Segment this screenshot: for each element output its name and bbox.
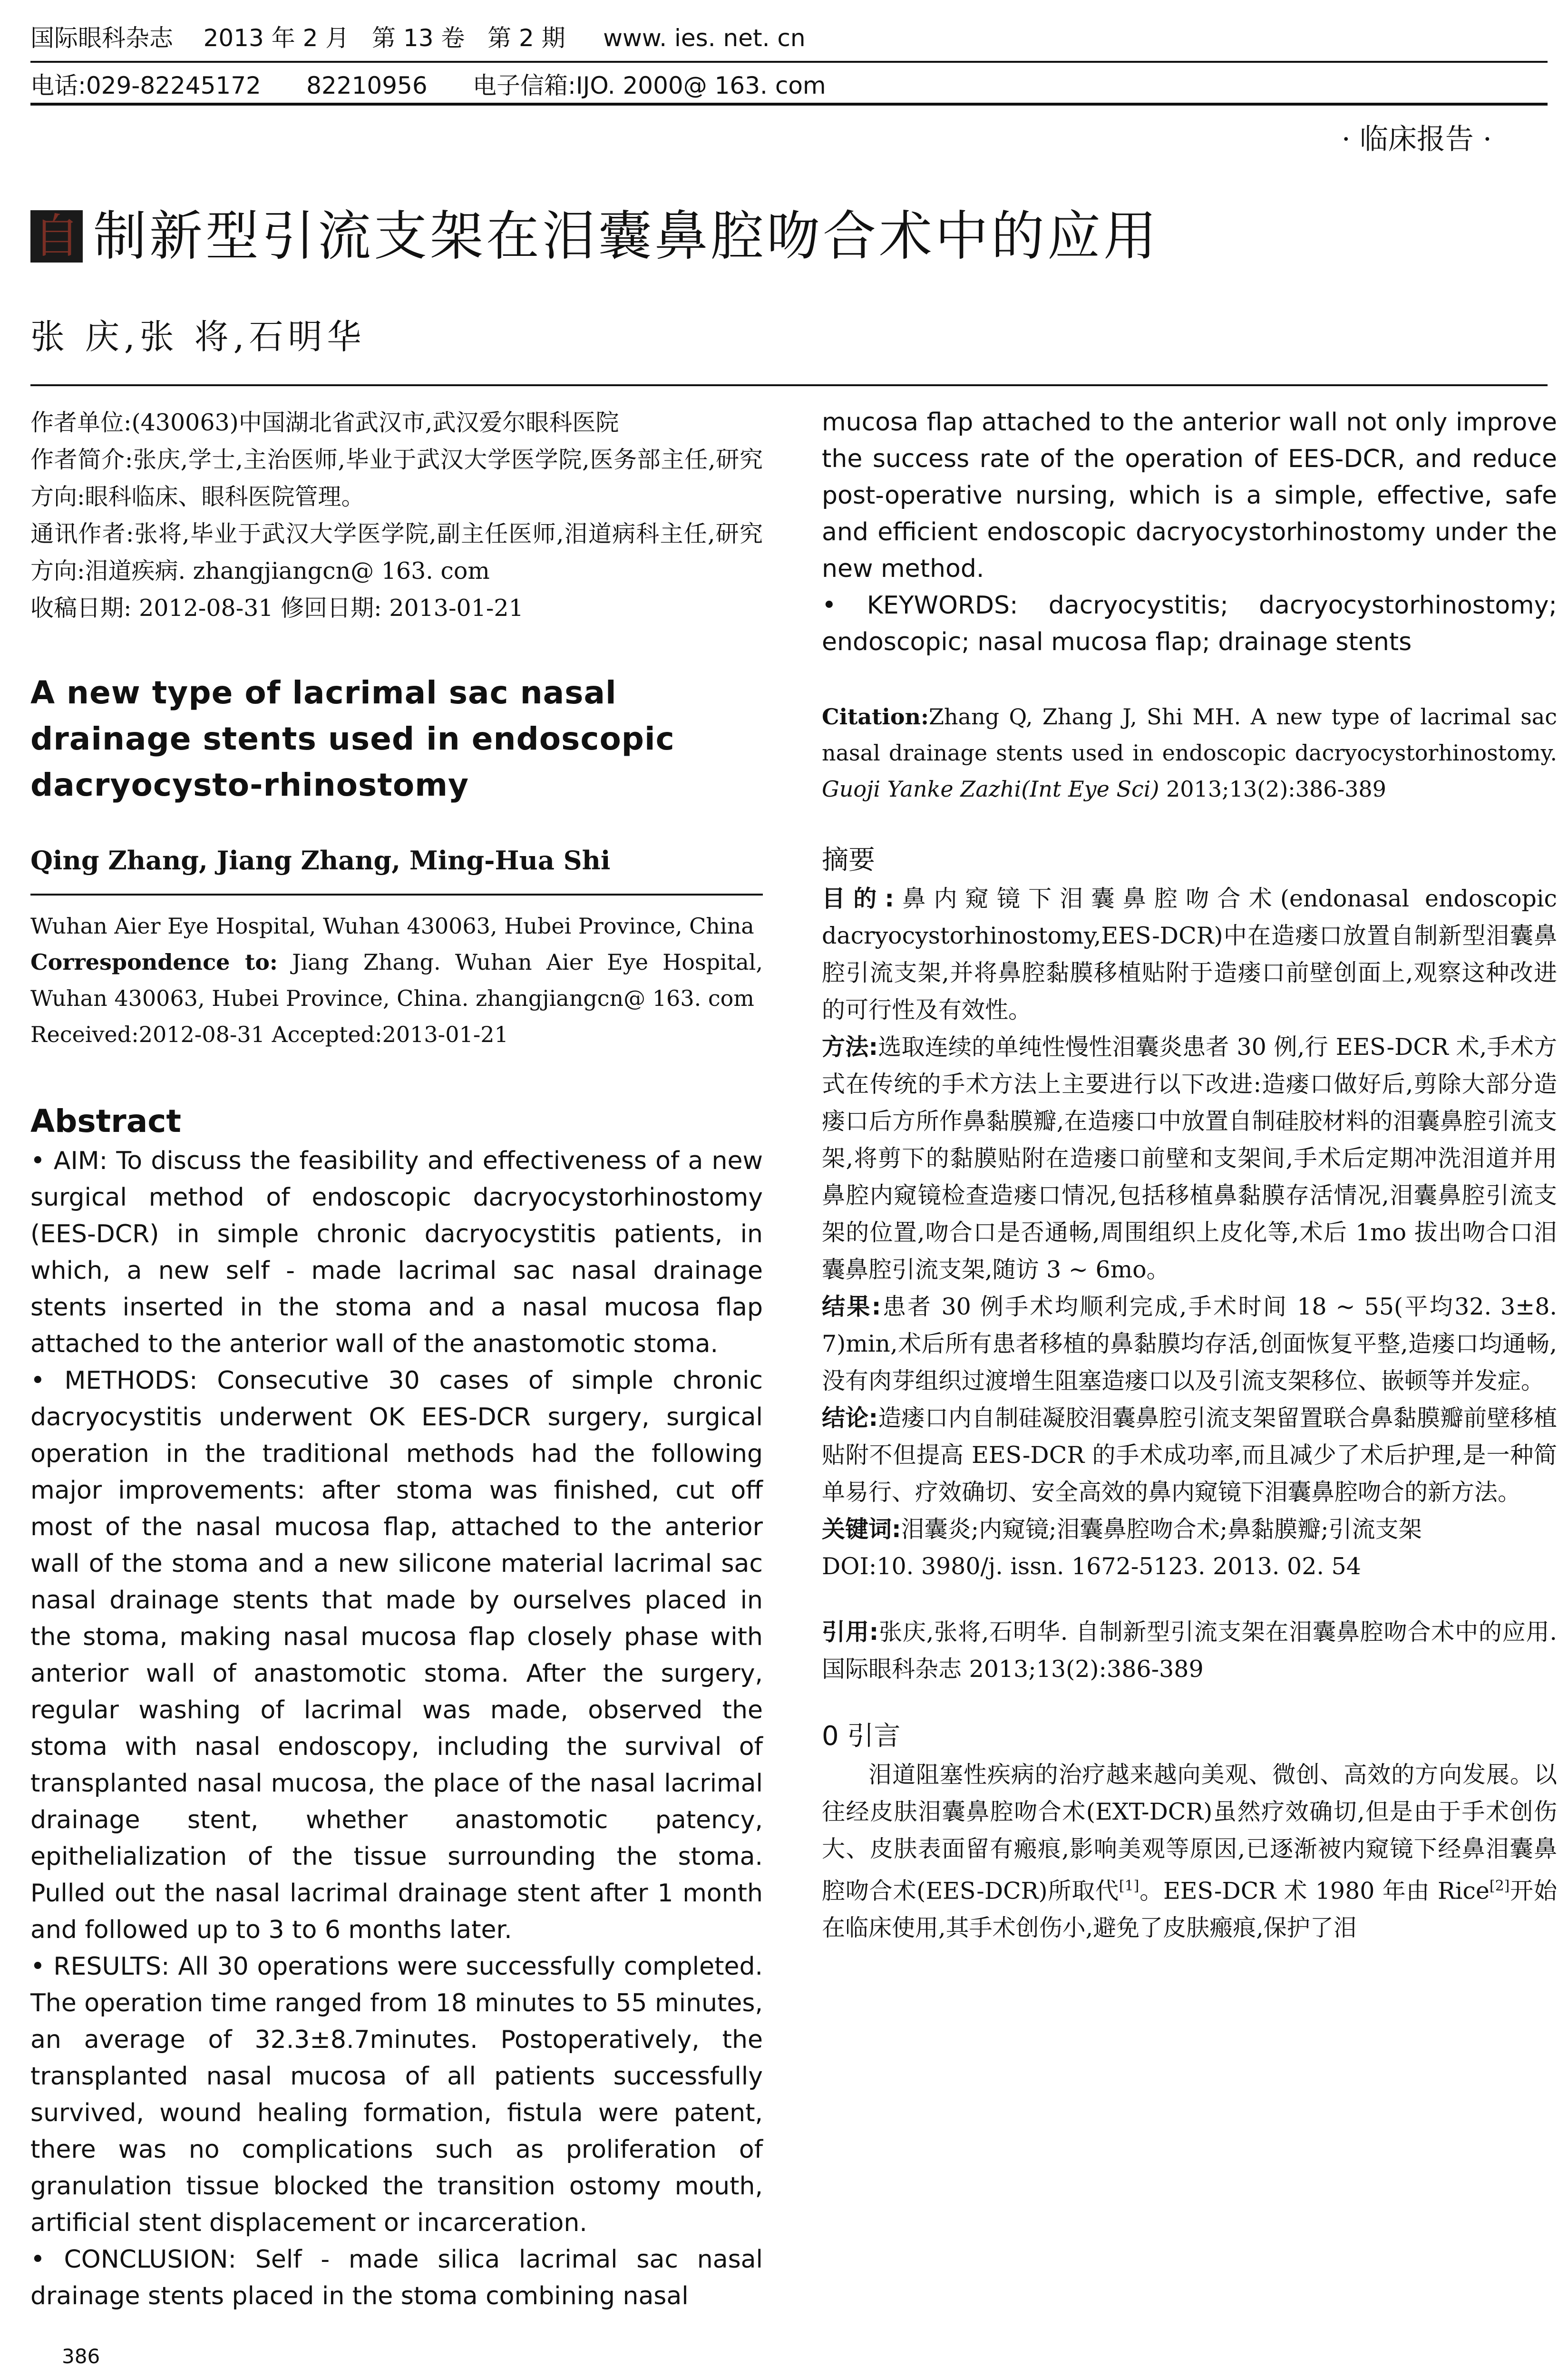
abstract-keywords: • KEYWORDS: dacryocystitis; dacryocystorhinostomy; endoscopic; nasal mucosa flap; drainage stents: [822, 591, 1557, 656]
article-title: [30, 200, 1548, 290]
english-title: A new type of lacrimal sac nasal drainage stents used in endoscopic dacryocysto-rhinostomy: [30, 674, 675, 803]
results-label: 结果:: [822, 1293, 881, 1320]
cn-citation-text: 张庆,张将,石明华. 自制新型引流支架在泪囊鼻腔吻合术中的应用. 国际眼科杂志 2013;13(2):386-389: [822, 1618, 1557, 1683]
cn-citation-label: 引用:: [822, 1618, 879, 1646]
authors-cn: 张 庆,张 将,石明华: [30, 317, 366, 357]
abstract-conclusion: • CONCLUSION: Self - made silica lacrimal sac nasal drainage stents placed in the stoma combining nasal: [30, 2245, 763, 2310]
introduction-heading: 0 引言: [822, 1721, 901, 1752]
abstract-methods: • METHODS: Consecutive 30 cases of simple chronic dacryocystitis underwent OK EES-DCR surgery, surgical operation in the traditional methods had the following major improvements: after stoma was finished, cut off most of the nasal mucosa flap, attached to the anterior wall of the stoma and a new silicone material lacrimal sac nasal drainage stents that made by ourselves placed in the stoma, making nasal mucosa flap closely phase with anterior wall of anastomotic stoma. After the surgery, regular washing of lacrimal was made, observed the stoma with nasal endoscopy, including the survival of transplanted nasal mucosa, the place of the nasal lacrimal drainage stent, whether anastomotic patency, epithelialization of the tissue surrounding the stoma. Pulled out the nasal lacrimal drainage stent after 1 month and followed up to 3 to 6 months later.: [30, 1366, 763, 1944]
reference-2: [2]: [1489, 1878, 1510, 1894]
introduction-text: [822, 1756, 1557, 1947]
affiliation: 作者单位:(430063)中国湖北省武汉市,武汉爱尔眼科医院: [30, 409, 619, 436]
title-text: 制新型引流支架在泪囊鼻腔吻合术中的应用: [93, 205, 1159, 267]
abstract-conclusion-cont: mucosa flap attached to the anterior wall not only improve the success rate of the operation of EES-DCR, and reduce post-operative nursing, which is a simple, effective, safe and efficient endoscopic dacryocystorhinostomy under the new method.: [822, 408, 1557, 583]
intro-part-a: 泪道阻塞性疾病的治疗越来越向美观、微创、高效的方向发展。以往经皮肤泪囊鼻腔吻合术(EXT-DCR)虽然疗效确切,但是由于手术创伤大、皮肤表面留有瘢痕,影响美观等原因,已逐渐被内窥镜下经鼻泪囊鼻腔吻合术(EES-DCR)所取代: [822, 1761, 1557, 1905]
objective-label: 目的:: [822, 885, 895, 912]
author-bio: 作者简介:张庆,学士,主治医师,毕业于武汉大学医学院,医务部主任,研究方向:眼科临床、眼科医院管理。: [30, 446, 763, 510]
page-number: 386: [62, 2345, 100, 2368]
cn-results: [822, 1288, 1557, 1400]
cn-citation: [822, 1614, 1557, 1688]
cn-keywords: [822, 1511, 1557, 1548]
intro-part-c: 开始在临床使用,其手术创伤小,避免了皮肤瘢痕,保护了泪: [822, 1877, 1557, 1942]
journal-header: [30, 19, 1548, 109]
cn-methods: [822, 1029, 1557, 1288]
doi: DOI:10. 3980/j. issn. 1672-5123. 2013. 02. 54: [822, 1553, 1361, 1580]
methods-label: 方法:: [822, 1033, 878, 1061]
citation: [822, 699, 1557, 807]
header-rule-1: [30, 61, 1548, 63]
english-dates: Received:2012-08-31 Accepted:2013-01-21: [30, 1022, 508, 1047]
correspondence-label: Correspondence to:: [30, 949, 278, 975]
correspondence-text: Jiang Zhang. Wuhan Aier Eye Hospital, Wuhan 430063, Hubei Province, China. zhangjiangcn@ 163. com: [30, 949, 763, 1011]
right-column: [822, 404, 1557, 1947]
keywords-text: 泪囊炎;内窥镜;泪囊鼻腔吻合术;鼻黏膜瓣;引流支架: [901, 1516, 1422, 1543]
citation-label: Citation:: [822, 704, 929, 730]
cn-objective: [822, 880, 1557, 1029]
header-rule-2: [30, 103, 1548, 106]
methods-text: 选取连续的单纯性慢性泪囊炎患者 30 例,行 EES-DCR 术,手术方式在传统的手术方法上主要进行以下改进:造瘘口做好后,剪除大部分造瘘口后方所作鼻黏膜瓣,在造瘘口中放置自制硅胶材料的泪囊鼻腔引流支架,将剪下的黏膜贴附在造瘘口前壁和支架间,手术后定期冲洗泪道并用鼻腔内窥镜检查造瘘口情况,包括移植鼻黏膜存活情况,泪囊鼻腔引流支架的位置,吻合口是否通畅,周围组织上皮化等,术后 1mo 拔出吻合口泪囊鼻腔引流支架,随访 3 ~ 6mo。: [822, 1033, 1557, 1283]
english-affiliation: Wuhan Aier Eye Hospital, Wuhan 430063, Hubei Province, China: [30, 913, 754, 939]
english-correspondence: [30, 944, 763, 1016]
english-authors: Qing Zhang, Jiang Zhang, Ming-Hua Shi: [30, 845, 611, 876]
abstract-heading: Abstract: [30, 1103, 181, 1140]
title-initial-box: [30, 210, 83, 263]
conclusion-label: 结论:: [822, 1404, 878, 1432]
received-dates-cn: 收稿日期: 2012-08-31 修回日期: 2013-01-21: [30, 594, 524, 622]
abstract-results: • RESULTS: All 30 operations were successfully completed. The operation time ranged from 18 minutes to 55 minutes, an average of 32.3±8.7minutes. Postoperatively, the transplanted nasal mucosa of all patients successfully survived, wound healing formation, fistula were patent, there was no complications such as proliferation of granulation tissue blocked the transition ostomy mouth, artificial stent displacement or incarceration.: [30, 1952, 763, 2237]
citation-journal: Guoji Yanke Zazhi(Int Eye Sci): [822, 776, 1159, 802]
intro-part-b: 。EES-DCR 术 1980 年由 Rice: [1139, 1877, 1490, 1905]
chinese-abstract-heading: 摘要: [822, 845, 875, 876]
header-line-2: 电话:029-82245172 82210956 电子信箱:IJO. 2000@ 163. com: [30, 72, 826, 99]
citation-tail: 2013;13(2):386-389: [1159, 776, 1386, 802]
header-line-1: 国际眼科杂志 2013 年 2 月 第 13 卷 第 2 期 www. ies. net. cn: [30, 24, 806, 52]
title-initial: 自: [33, 209, 80, 263]
conclusion-text: 造瘘口内自制硅凝胶泪囊鼻腔引流支架留置联合鼻黏膜瓣前壁移植贴附不但提高 EES-DCR 的手术成功率,而且减少了术后护理,是一种简单易行、疗效确切、安全高效的鼻内窥镜下泪囊鼻腔吻合的新方法。: [822, 1404, 1557, 1506]
keywords-label: 关键词:: [822, 1516, 901, 1543]
section-tag: · 临床报告 ·: [1341, 123, 1492, 156]
authors-rule: [30, 879, 763, 896]
citation-text: Zhang Q, Zhang J, Shi MH. A new type of lacrimal sac nasal drainage stents used in endoscopic dacryocystorhinostomy.: [822, 704, 1557, 766]
correspondence-cn: 通讯作者:张将,毕业于武汉大学医学院,副主任医师,泪道病科主任,研究方向:泪道疾病. zhangjiangcn@ 163. com: [30, 520, 763, 585]
reference-1: [1]: [1119, 1878, 1139, 1894]
cn-conclusion: [822, 1400, 1557, 1511]
abstract-aim: • AIM: To discuss the feasibility and effectiveness of a new surgical method of endoscopic dacryocystorhinostomy (EES-DCR) in simple chronic dacryocystitis patients, in which, a new self - made lacrimal sac nasal drainage stents inserted in the stoma and a nasal mucosa flap attached to the anterior wall of the anastomotic stoma.: [30, 1147, 763, 1358]
title-rule: [30, 384, 1548, 386]
results-text: 患者 30 例手术均顺利完成,手术时间 18 ~ 55(平均32. 3±8. 7)min,术后所有患者移植的鼻黏膜均存活,创面恢复平整,造瘘口均通畅,没有肉芽组织过渡增生阻塞造瘘口以及引流支架移位、嵌顿等并发症。: [822, 1293, 1557, 1394]
left-column: [30, 404, 763, 2315]
objective-text: 鼻内窥镜下泪囊鼻腔吻合术(endonasal endoscopic dacryocystorhinostomy,EES-DCR)中在造瘘口放置自制新型泪囊鼻腔引流支架,并将鼻腔黏膜移植贴附于造瘘口前壁创面上,观察这种改进的可行性及有效性。: [822, 885, 1557, 1023]
